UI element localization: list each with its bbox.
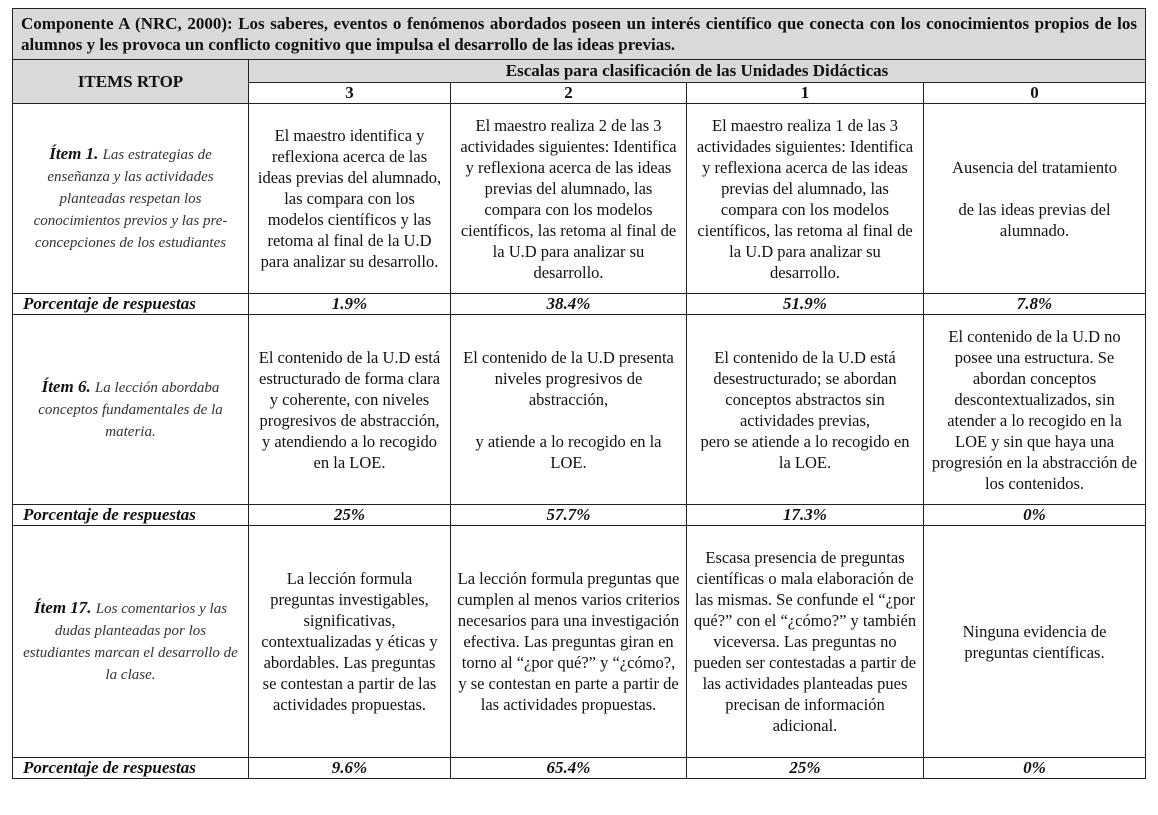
descriptor-cell	[451, 526, 687, 758]
scale-level-1: 1	[687, 83, 924, 104]
item-number: Ítem 17.	[33, 598, 96, 617]
descriptor-cell	[687, 526, 924, 758]
descriptor-cell	[451, 104, 687, 294]
descriptor-cell	[687, 315, 924, 505]
descriptor-text: El contenido de la U.D no posee una estructura. Se abordan conceptos descontextualizados, sin atender a lo recogido en la LOE y sin que haya una progresión en la abstracción de los contenidos.	[931, 326, 1138, 493]
percent-value: 9.6%	[249, 758, 451, 779]
scales-header: Escalas para clasificación de las Unidades Didácticas	[249, 60, 1146, 83]
descriptor-cell	[924, 526, 1146, 758]
rtop-table	[12, 8, 1146, 779]
item-row	[13, 526, 1146, 758]
percent-value: 25%	[687, 758, 924, 779]
component-header: Componente A (NRC, 2000): Los saberes, eventos o fenómenos abordados poseen un interés científico que conecta con los conocimientos propios de los alumnos y les provoca un conflicto cognitivo que impulsa el desarrollo de las ideas previas.	[13, 9, 1146, 60]
descriptor-text: El contenido de la U.D está estructurado de forma clara y coherente, con niveles progresivos de abstracción, y atendiendo a lo recogido en la LOE.	[258, 347, 441, 472]
percent-label: Porcentaje de respuestas	[13, 758, 249, 779]
descriptor-cell	[924, 104, 1146, 294]
descriptor-text: El maestro identifica y reflexiona acerca de las ideas previas del alumnado, las compara con los modelos científicos y las retoma al final de la U.D para analizar su desarrollo.	[257, 126, 442, 271]
item-number: Ítem 1.	[49, 144, 103, 163]
percent-value: 51.9%	[687, 294, 924, 315]
percent-value: 57.7%	[451, 505, 687, 526]
percent-value: 0%	[924, 758, 1146, 779]
item-text: Los comentarios y las dudas planteadas por los estudiantes marcan el desarrollo de la clase.	[23, 601, 238, 683]
descriptor-cell	[249, 526, 451, 758]
scale-level-3: 3	[249, 83, 451, 104]
percent-value: 65.4%	[451, 758, 687, 779]
percent-row	[13, 505, 1146, 526]
item-label	[13, 526, 249, 758]
descriptor-text: Ausencia del tratamiento de las ideas previas del alumnado.	[952, 157, 1117, 240]
descriptor-text: El contenido de la U.D presenta niveles progresivos de abstracción, y atiende a lo recogido en la LOE.	[463, 347, 674, 472]
descriptor-text: El contenido de la U.D está desestructurado; se abordan conceptos abstractos sin actividades previas, pero se atiende a lo recogido en la LOE.	[700, 347, 910, 472]
item-label	[13, 315, 249, 505]
percent-label: Porcentaje de respuestas	[13, 505, 249, 526]
item-label	[13, 104, 249, 294]
percent-value: 38.4%	[451, 294, 687, 315]
descriptor-cell	[924, 315, 1146, 505]
item-text: La lección abordaba conceptos fundamentales de la materia.	[38, 380, 223, 440]
percent-value: 1.9%	[249, 294, 451, 315]
descriptor-cell	[687, 104, 924, 294]
percent-value: 0%	[924, 505, 1146, 526]
percent-value: 17.3%	[687, 505, 924, 526]
percent-value: 25%	[249, 505, 451, 526]
descriptor-cell	[451, 315, 687, 505]
percent-value: 7.8%	[924, 294, 1146, 315]
descriptor-cell	[249, 104, 451, 294]
descriptor-text: Ninguna evidencia de preguntas científicas.	[962, 621, 1107, 662]
percent-row	[13, 758, 1146, 779]
item-row	[13, 104, 1146, 294]
percent-label: Porcentaje de respuestas	[13, 294, 249, 315]
item-row	[13, 315, 1146, 505]
items-rtop-header: ITEMS RTOP	[13, 60, 249, 104]
descriptor-cell	[249, 315, 451, 505]
descriptor-text: La lección formula preguntas investigables, significativas, contextualizadas y éticas y abordables. Las preguntas se contestan a partir de las actividades propuestas.	[261, 569, 438, 714]
descriptor-text: Escasa presencia de preguntas científicas o mala elaboración de las mismas. Se confunde el “¿por qué?” con el “¿cómo?” y también viceversa. Las preguntas no pueden ser contestadas a partir de las actividades planteadas pues precisan de información adicional.	[693, 548, 917, 735]
item-text: Las estrategias de enseñanza y las actividades planteadas respetan los conocimientos previos y las pre-concepciones de los estudiantes	[33, 147, 228, 251]
descriptor-text: La lección formula preguntas que cumplen al menos varios criterios necesarios para una investigación efectiva. Las preguntas giran en torno al “¿por qué?” y “¿cómo?, y se contestan en parte a partir de las actividades propuestas.	[457, 569, 680, 714]
item-number: Ítem 6.	[41, 377, 95, 396]
descriptor-text: El maestro realiza 2 de las 3 actividades siguientes: Identifica y reflexiona acerca de las ideas previas del alumnado, las compara con los modelos científicos, las retoma al final de la U.D para analizar su desarrollo.	[460, 115, 677, 282]
scale-level-2: 2	[451, 83, 687, 104]
percent-row	[13, 294, 1146, 315]
descriptor-text: El maestro realiza 1 de las 3 actividades siguientes: Identifica y reflexiona acerca de las ideas previas del alumnado, las compara con los modelos científicos, las retoma al final de la U.D para analizar su desarrollo.	[696, 115, 914, 282]
scale-level-0: 0	[924, 83, 1146, 104]
